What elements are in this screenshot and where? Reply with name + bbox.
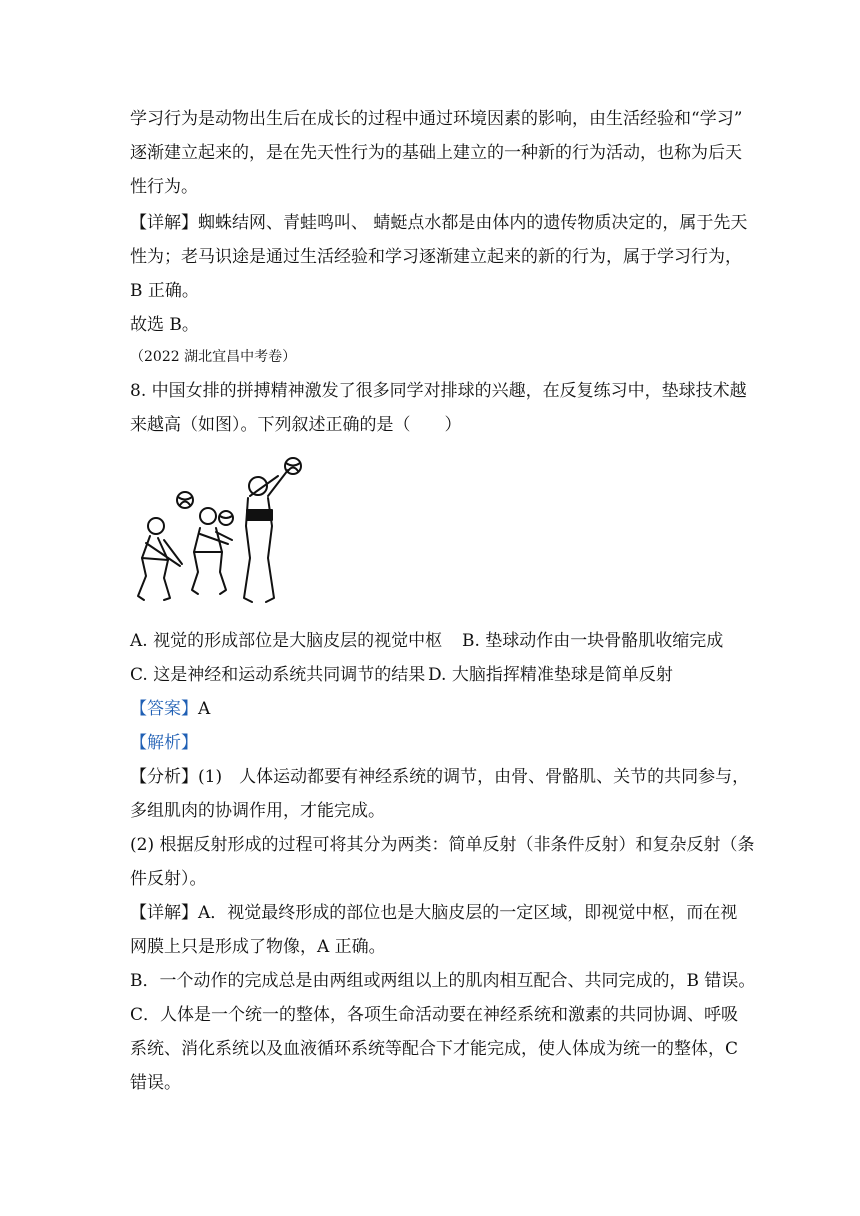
analysis-line: (2) 根据反射形成的过程可将其分为两类：简单反射（非条件反射）和复杂反射（条 <box>130 835 755 855</box>
question-stem: 来越高（如图）。下列叙述正确的是（ ） <box>130 415 462 435</box>
option-a: A. 视觉的形成部位是大脑皮层的视觉中枢 <box>130 631 443 651</box>
detail-line: C．人体是一个统一的整体，各项生命活动要在神经系统和激素的共同协调、呼吸 <box>130 1005 739 1025</box>
analysis-line: 件反射）。 <box>130 869 207 889</box>
text-line: 性行为。 <box>130 177 198 197</box>
detail-line: 网膜上只是形成了物像，A 正确。 <box>130 937 386 957</box>
analysis-label: 【解析】 <box>130 733 198 753</box>
answer-label: 【答案】 <box>130 699 198 719</box>
conclusion-line: 故选 B。 <box>130 315 199 335</box>
detail-line: 【详解】蜘蛛结网、青蛙鸣叫、 蜻蜓点水都是由体内的遗传物质决定的，属于先天 <box>130 213 748 233</box>
question-source: （2022 湖北宜昌中考卷） <box>130 349 297 365</box>
answer-value: A <box>198 699 211 719</box>
option-b: B. 垫球动作由一块骨骼肌收缩完成 <box>462 631 724 651</box>
detail-line: 【详解】A．视觉最终形成的部位也是大脑皮层的一定区域，即视觉中枢，而在视 <box>130 903 738 923</box>
detail-line: B 正确。 <box>130 281 199 301</box>
detail-line: 错误。 <box>130 1073 181 1093</box>
detail-line: B．一个动作的完成总是由两组或两组以上的肌肉相互配合、共同完成的，B 错误。 <box>130 971 756 991</box>
text-line: 学习行为是动物出生后在成长的过程中通过环境因素的影响，由生活经验和“学习” <box>130 109 743 129</box>
analysis-line: 【分析】(1) 人体运动都要有神经系统的调节，由骨、骨骼肌、关节的共同参与， <box>130 767 750 787</box>
text-line: 逐渐建立起来的，是在先天性行为的基础上建立的一种新的行为活动，也称为后天 <box>130 143 742 163</box>
answer-line <box>130 692 730 726</box>
detail-line: 系统、消化系统以及血液循环系统等配合下才能完成，使人体成为统一的整体，C <box>130 1039 739 1059</box>
analysis-line: 多组肌肉的协调作用，才能完成。 <box>130 801 385 821</box>
volleyball-players-icon <box>128 448 318 610</box>
option-d: D. 大脑指挥精准垫球是简单反射 <box>428 665 673 685</box>
detail-line: 性为；老马识途是通过生活经验和学习逐渐建立起来的新的行为，属于学习行为， <box>130 247 742 267</box>
question-stem: 8. 中国女排的拼搏精神激发了很多同学对排球的兴趣，在反复练习中，垫球技术越 <box>130 381 747 401</box>
option-c: C. 这是神经和运动系统共同调节的结果 <box>130 665 426 685</box>
volleyball-figure <box>128 448 318 610</box>
